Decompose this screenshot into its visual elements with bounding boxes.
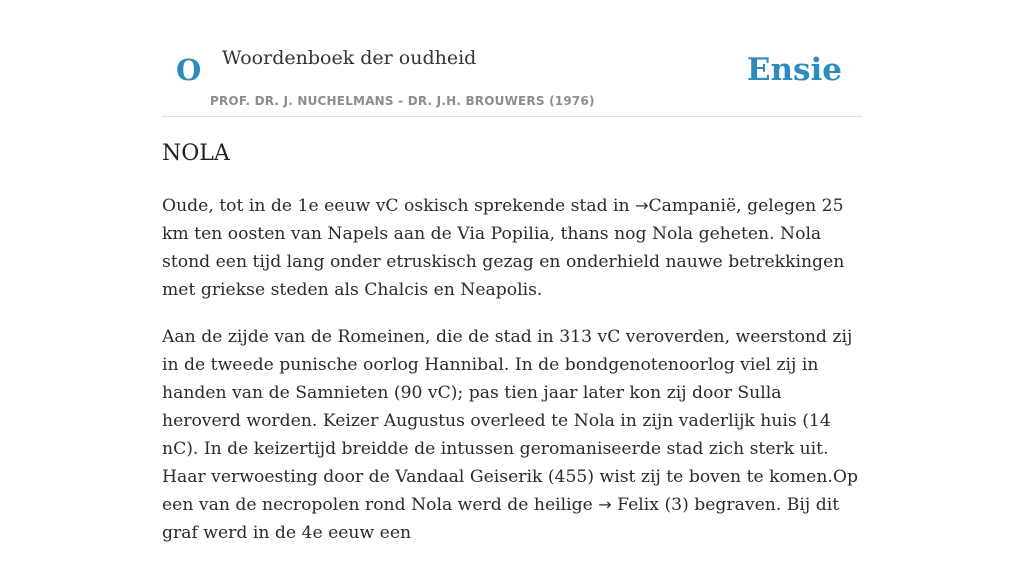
paragraph-text: Oude, tot in de 1e eeuw vC oskisch sprekende stad in bbox=[162, 196, 636, 216]
arrow-right-icon: → bbox=[598, 495, 612, 514]
link-label: Campanië bbox=[648, 196, 737, 216]
book-letter-link[interactable]: O bbox=[176, 53, 202, 87]
link-label: Felix (3) bbox=[617, 495, 689, 515]
site-header bbox=[162, 0, 862, 117]
brand-logo-link[interactable]: Ensie bbox=[746, 52, 842, 88]
paragraph-1 bbox=[162, 192, 862, 304]
felix-link[interactable] bbox=[598, 495, 689, 515]
arrow-right-icon: → bbox=[635, 196, 649, 215]
paragraph-2 bbox=[162, 323, 862, 547]
book-title[interactable]: Woordenboek der oudheid bbox=[222, 47, 477, 69]
book-authors: PROF. DR. J. NUCHELMANS - DR. J.H. BROUWERS (1976) bbox=[210, 94, 595, 108]
paragraph-text: begraven. Bij dit graf werd in de 4e eeuw een bbox=[162, 495, 840, 543]
paragraph-text: Aan de zijde van de Romeinen, die de stad in 313 vC veroverden, weerstond zij in de tweede punische oorlog Hannibal. In de bondgenotenoorlog viel zij in handen van de Samnieten (90 vC); pas tien jaar later kon zij door Sulla heroverd worden. Keizer Augustus overleed te Nola in zijn vaderlijk huis (14 nC). In de keizertijd breidde de intussen geromaniseerde stad zich sterk uit. Haar verwoesting door de Vandaal Geiserik (455) wist zij te boven te komen.Op een van de necropolen rond Nola werd de heilige bbox=[162, 327, 858, 515]
campanie-link[interactable] bbox=[635, 196, 736, 216]
entry-body bbox=[162, 192, 862, 566]
entry-title: NOLA bbox=[162, 141, 230, 166]
paragraph-text: , gelegen 25 km ten oosten van Napels aan de Via Popilia, thans nog Nola geheten. Nola stond een tijd lang onder etruskisch gezag en onderhield nauwe betrekkingen met griekse steden als Chalcis en Neapolis. bbox=[162, 196, 845, 300]
